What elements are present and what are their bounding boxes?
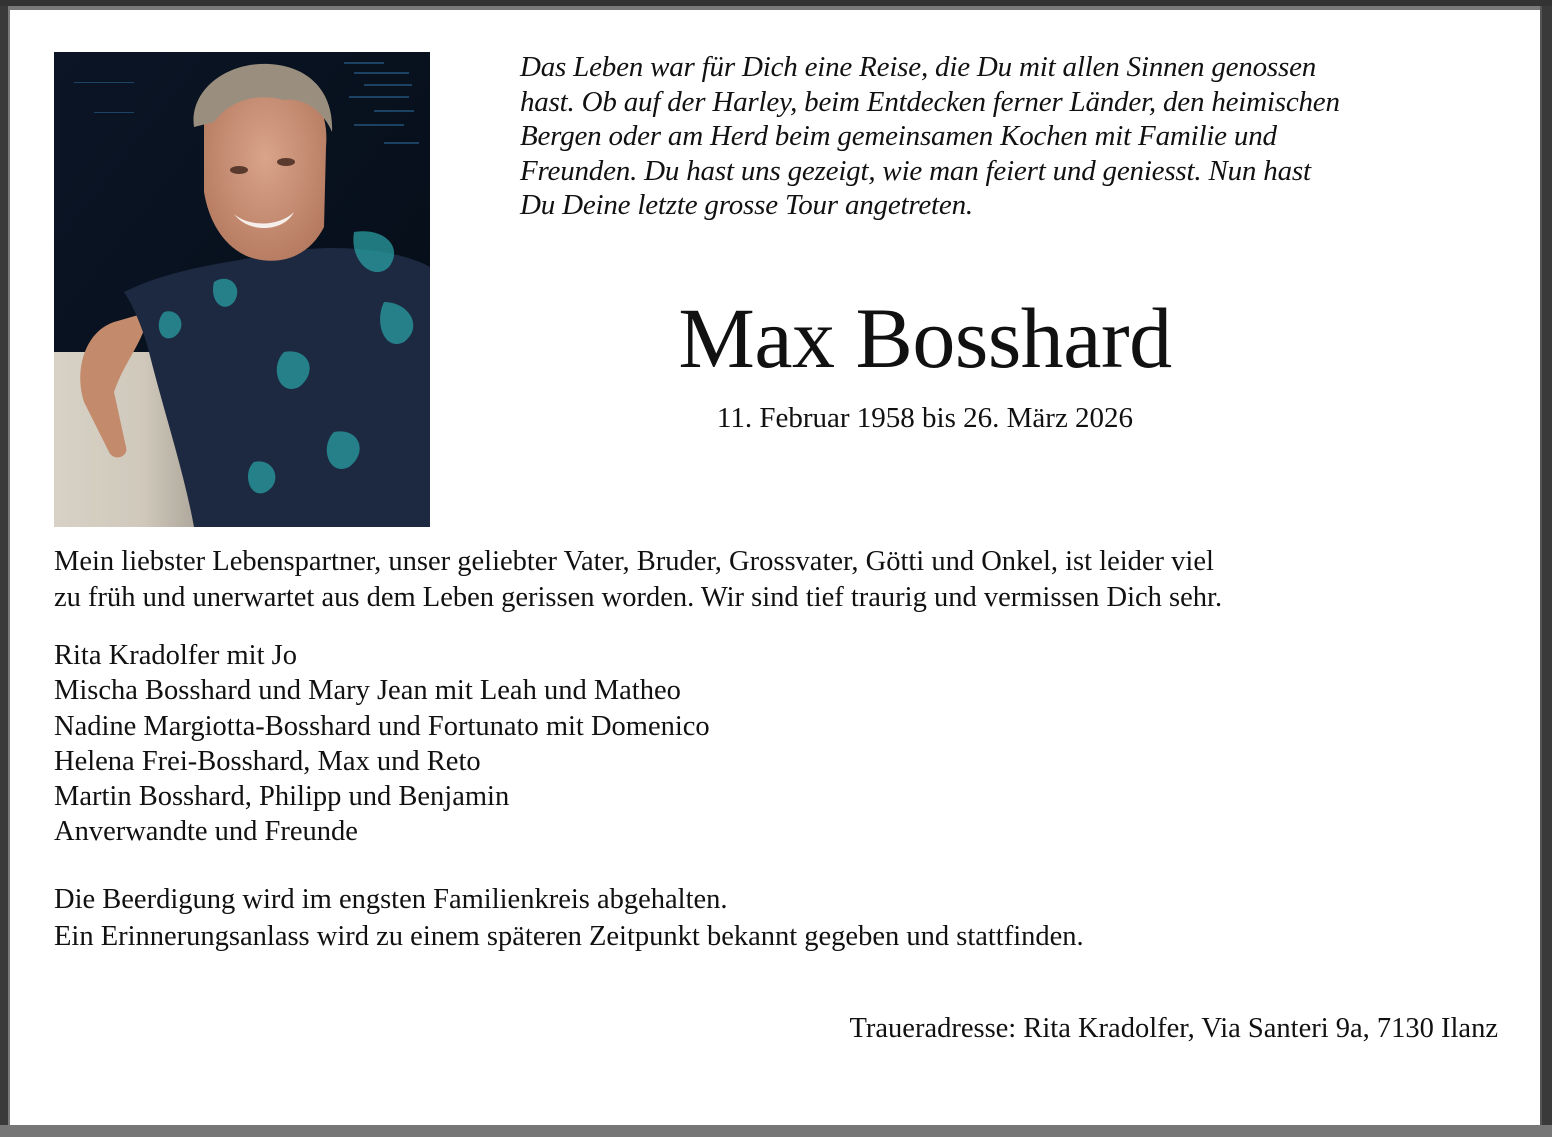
- mourner-item: Nadine Margiotta-Bosshard und Fortunato mit Domenico: [54, 710, 710, 742]
- motto-line: Freunden. Du hast uns gezeigt, wie man feiert und geniesst. Nun hast: [520, 154, 1311, 187]
- motto-line: Das Leben war für Dich eine Reise, die Du mit allen Sinnen genossen: [520, 51, 1317, 83]
- portrait-image: [54, 52, 430, 527]
- eye-left: [230, 166, 248, 174]
- window-frame-bottom: [0, 1125, 1552, 1137]
- eye-right: [277, 158, 295, 166]
- motto-line: Bergen oder am Herd beim gemeinsamen Kochen mit Familie und: [520, 120, 1277, 152]
- notice-line: Ein Erinnerungsanlass wird zu einem späteren Zeitpunkt bekannt gegeben und stattfinden.: [54, 920, 1084, 952]
- mourner-item: Anverwandte und Freunde: [54, 816, 358, 848]
- intro-text: [54, 544, 1524, 616]
- mourner-item: Martin Bosshard, Philipp und Benjamin: [54, 781, 510, 813]
- motto-text: [520, 50, 1510, 223]
- mourners-list: [54, 638, 1054, 850]
- notice-line: Die Beerdigung wird im engsten Familienkreis abgehalten.: [54, 884, 728, 915]
- funeral-notice: [54, 882, 1524, 955]
- intro-line: zu früh und unerwartet aus dem Leben gerissen worden. Wir sind tief traurig und vermissen Dich sehr.: [54, 582, 1223, 613]
- motto-line: Du Deine letzte grosse Tour angetreten.: [520, 189, 973, 221]
- deceased-name: Max Bosshard: [678, 290, 1172, 386]
- mourner-item: Mischa Bosshard und Mary Jean mit Leah und Matheo: [54, 675, 681, 707]
- portrait-photo: [54, 52, 430, 527]
- mourning-address: Traueradresse: Rita Kradolfer, Via Santeri 9a, 7130 Ilanz: [849, 1013, 1498, 1044]
- intro-line: Mein liebster Lebenspartner, unser geliebter Vater, Bruder, Grossvater, Götti und Onkel, ist leider viel: [54, 546, 1214, 577]
- window-frame-right-edge: [1540, 6, 1542, 1125]
- life-dates: 11. Februar 1958 bis 26. März 2026: [716, 402, 1134, 434]
- mourner-item: Helena Frei-Bosshard, Max und Reto: [54, 745, 481, 777]
- mourner-item: Rita Kradolfer mit Jo: [54, 640, 297, 671]
- obituary-page: [10, 10, 1540, 1125]
- motto-line: hast. Ob auf der Harley, beim Entdecken ferner Länder, den heimischen: [520, 85, 1340, 118]
